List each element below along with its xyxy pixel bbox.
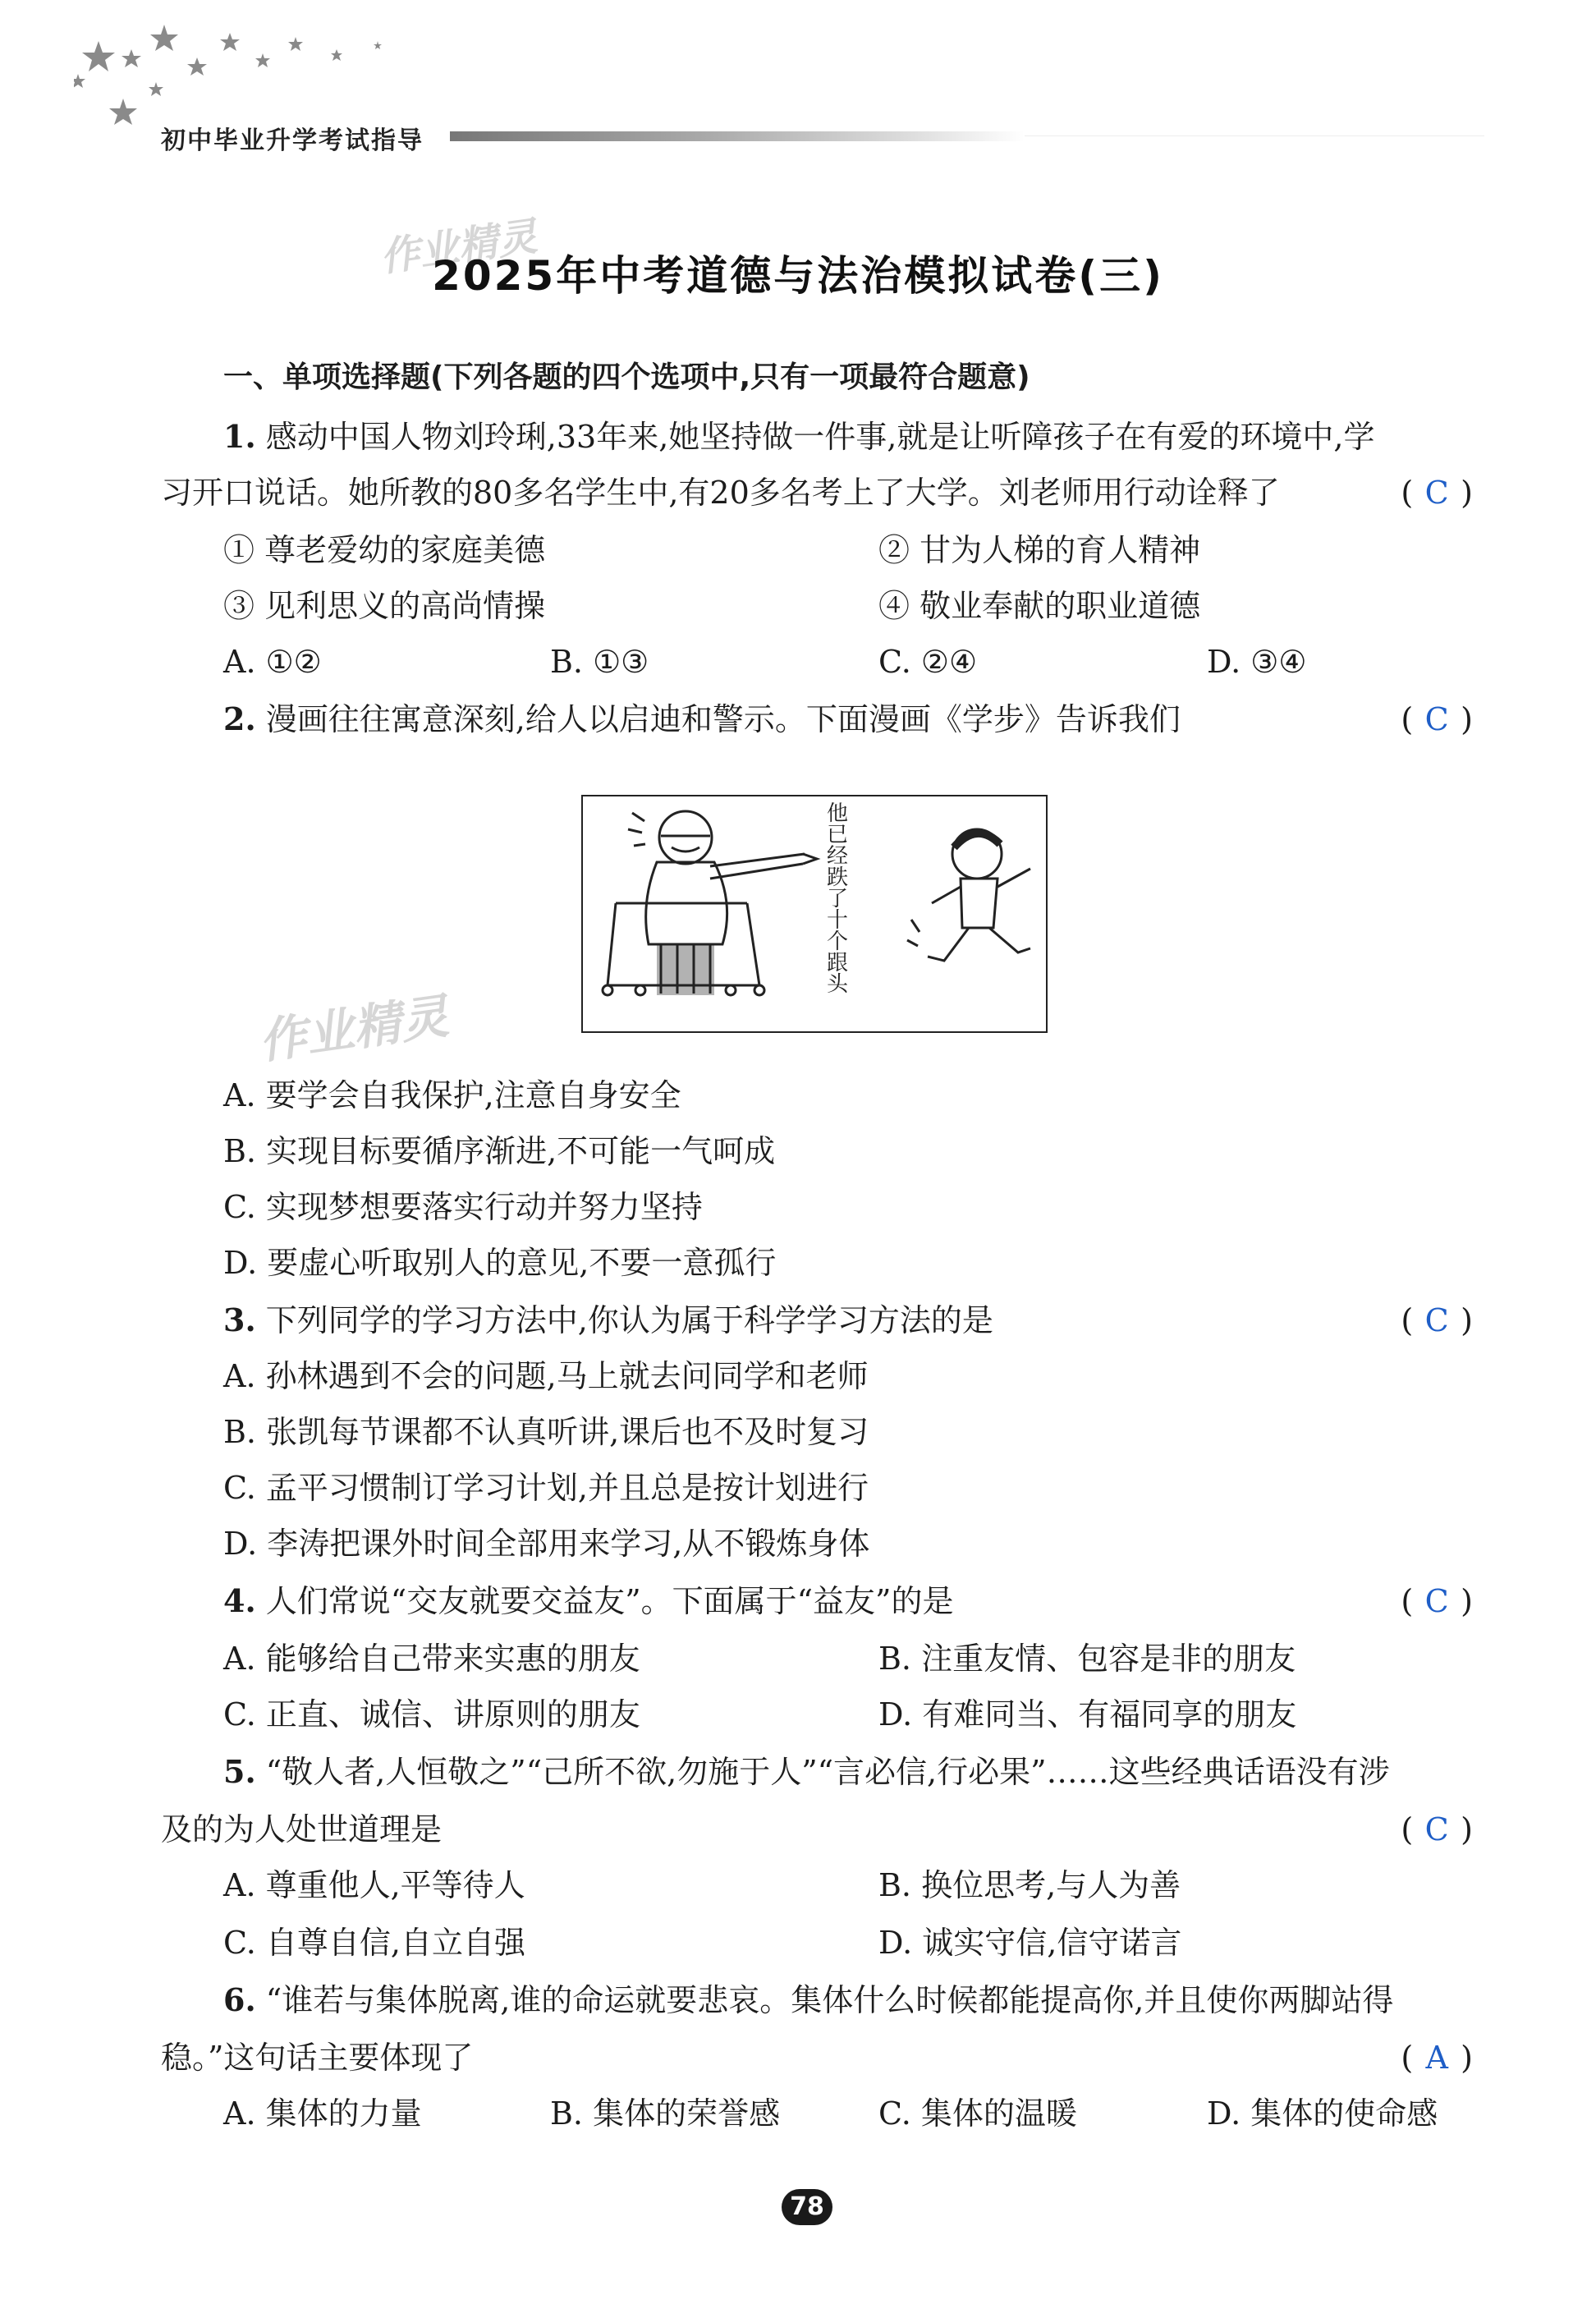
exam-title: 2025年中考道德与法治模拟试卷(三)	[432, 252, 1164, 300]
question-1	[223, 417, 1374, 457]
answer-bracket: ( C )	[1401, 1302, 1473, 1338]
answer-mark: C	[1424, 475, 1449, 511]
question-text: “谁若与集体脱离,谁的命运就要悲哀。集体什么时候都能提高你,并且使你两脚站得	[265, 1982, 1394, 2018]
option: B. 换位思考,与人为善	[878, 1867, 1181, 1903]
answer-mark: C	[1424, 1811, 1449, 1847]
watermark: 作业精灵	[255, 988, 452, 1070]
question-number: 4.	[223, 1582, 256, 1619]
question-6	[223, 1980, 1393, 2020]
question-text: 人们常说“交友就要交益友”。下面属于“益友”的是	[265, 1583, 954, 1619]
statement: ③ 见利思义的高尚情操	[223, 588, 546, 624]
question-number: 1.	[223, 418, 256, 455]
question-number: 3.	[223, 1301, 256, 1338]
option: A. 能够给自己带来实惠的朋友	[223, 1641, 640, 1677]
answer-bracket: ( C )	[1401, 475, 1473, 511]
option: C. ②④	[878, 644, 978, 680]
question-number: 2.	[223, 700, 256, 737]
answer-bracket: ( C )	[1401, 701, 1473, 737]
option: C. 集体的温暖	[878, 2095, 1077, 2132]
question-3	[223, 1301, 993, 1340]
answer-mark: A	[1425, 2040, 1448, 2076]
option: B. 实现目标要循序渐进,不可能一气呵成	[223, 1133, 776, 1169]
option: D. ③④	[1207, 644, 1307, 680]
option: D. 有难同当、有福同享的朋友	[878, 1696, 1297, 1733]
header-divider	[1025, 135, 1484, 136]
option: D. 要虚心听取别人的意见,不要一意孤行	[223, 1245, 777, 1281]
cartoon-learning-to-walk	[581, 795, 1048, 1033]
answer-mark: C	[1424, 1583, 1449, 1619]
option: D. 集体的使命感	[1207, 2095, 1438, 2132]
option: A. 集体的力量	[223, 2095, 422, 2132]
question-text: 感动中国人物刘玲琍,33年来,她坚持做一件事,就是让听障孩子在有爱的环境中,学	[265, 419, 1375, 455]
book-title: 初中毕业升学考试指导	[161, 126, 424, 155]
option: C. 孟平习惯制订学习计划,并且总是按计划进行	[223, 1470, 869, 1506]
cartoon-drawing	[583, 796, 1046, 1031]
option: A. 孙林遇到不会的问题,马上就去问同学和老师	[223, 1358, 869, 1394]
question-text: 稳。”这句话主要体现了	[161, 2040, 474, 2076]
question-text: 漫画往往寓意深刻,给人以启迪和警示。下面漫画《学步》告诉我们	[265, 701, 1181, 737]
option: A. 要学会自我保护,注意自身安全	[223, 1077, 681, 1113]
question-text: “敬人者,人恒敬之”“己所不欲,勿施于人”“言必信,行必果”……这些经典话语没有涉	[265, 1754, 1390, 1790]
page-number: 78	[782, 2189, 832, 2225]
statement: ① 尊老爱幼的家庭美德	[223, 532, 546, 568]
option: B. 注重友情、包容是非的朋友	[878, 1641, 1296, 1677]
statement: ④ 敬业奉献的职业道德	[878, 588, 1201, 624]
option: B. ①③	[550, 644, 649, 680]
answer-mark: C	[1424, 701, 1449, 737]
answer-bracket: ( C )	[1401, 1583, 1473, 1619]
option: A. 尊重他人,平等待人	[223, 1867, 525, 1903]
cartoon-caption: 他 已 经 跌 了 十 个 跟 头	[826, 801, 848, 997]
option: C. 自尊自信,自立自强	[223, 1925, 525, 1961]
question-number: 6.	[223, 1981, 256, 2018]
watermark: 作业精灵	[377, 213, 540, 282]
question-number: 5.	[223, 1753, 256, 1790]
question-2	[223, 700, 1181, 739]
answer-bracket: ( A )	[1401, 2040, 1473, 2076]
header-gradient-bar	[450, 131, 1025, 141]
statement: ② 甘为人梯的育人精神	[878, 532, 1201, 568]
option: B. 集体的荣誉感	[550, 2095, 781, 2132]
option: C. 实现梦想要落实行动并努力坚持	[223, 1189, 703, 1225]
option: C. 正直、诚信、讲原则的朋友	[223, 1696, 640, 1733]
answer-mark: C	[1424, 1302, 1449, 1338]
option: D. 李涛把课外时间全部用来学习,从不锻炼身体	[223, 1526, 870, 1562]
question-text: 下列同学的学习方法中,你认为属于科学学习方法的是	[265, 1302, 993, 1338]
option: B. 张凯每节课都不认真听讲,课后也不及时复习	[223, 1414, 869, 1450]
section-title: 一、单项选择题(下列各题的四个选项中,只有一项最符合题意)	[223, 360, 1030, 394]
question-text: 习开口说话。她所教的80多名学生中,有20多名考上了大学。刘老师用行动诠释了	[161, 475, 1280, 511]
answer-bracket: ( C )	[1401, 1811, 1473, 1847]
option: A. ①②	[223, 644, 322, 680]
question-4	[223, 1581, 953, 1621]
question-text: 及的为人处世道理是	[161, 1811, 443, 1847]
option: D. 诚实守信,信守诺言	[878, 1925, 1182, 1961]
question-5	[223, 1752, 1390, 1792]
